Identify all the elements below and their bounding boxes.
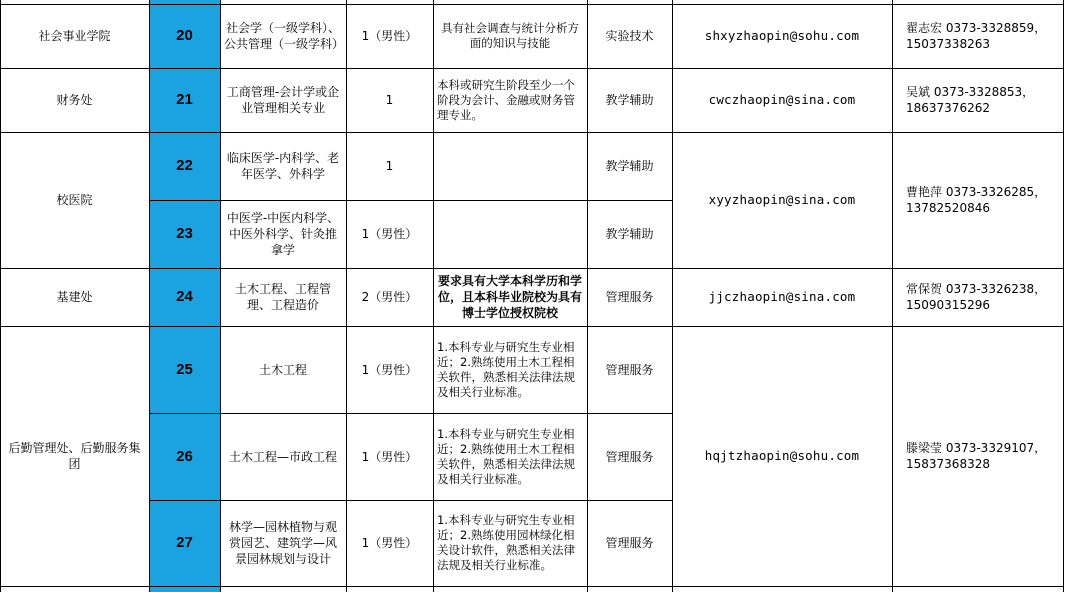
count-cell: 1: [385, 159, 394, 173]
row-number: 26: [149, 413, 220, 500]
email-cell: cwczhaopin@sina.com: [708, 92, 856, 107]
contact-cell: 曹艳萍 0373-3326285，13782520846: [906, 185, 1047, 215]
row-number: 23: [149, 200, 220, 268]
type-cell: 管理服务: [605, 449, 654, 464]
contact-cell: 常保贺 0373-3326238，15090315296: [906, 282, 1047, 312]
count-cell: 1: [385, 93, 394, 107]
count-cell: 1（男性）: [361, 449, 418, 464]
dept-cell: 财务处: [56, 93, 93, 107]
row-number: 25: [149, 326, 220, 413]
email-cell: hqjtzhaopin@sohu.com: [704, 448, 860, 463]
contact-cell: 吴斌 0373-3328853，18637376262: [906, 85, 1035, 115]
requirement-cell: 1.本科专业与研究生专业相近；2.熟练使用土木工程相关软件，熟悉相关法律法规及相关行业标准。: [437, 339, 575, 399]
count-cell: 1（男性）: [361, 362, 418, 377]
major-cell: 社会学（一级学科）、公共管理（一级学科）: [224, 21, 345, 51]
dept-cell: 后勤管理处、后勤服务集团: [8, 441, 141, 471]
count-cell: 1（男性）: [361, 227, 418, 241]
grid-line: [346, 0, 347, 592]
grid-line: [0, 4, 1064, 5]
dept-cell: 基建处: [56, 290, 93, 304]
grid-line: [149, 0, 150, 592]
grid-line: [892, 0, 893, 592]
major-cell: 林学—园林植物与观赏园艺、建筑学—风景园林规划与设计: [228, 520, 337, 566]
type-cell: 教学辅助: [605, 93, 654, 107]
grid-line: [672, 0, 673, 592]
requirement-cell: 1.本科专业与研究生专业相近；2.熟练使用园林绿化相关设计软件，熟悉相关法律法规及相关行业标准。: [437, 513, 575, 572]
grid-line: [433, 0, 434, 592]
requirement-cell: [433, 132, 587, 200]
grid-line: [149, 200, 672, 201]
email-cell: jjczhaopin@sina.com: [708, 289, 856, 304]
requirement-cell: 要求具有大学本科学历和学位，且本科毕业院校为具有博士学位授权院校: [437, 274, 582, 320]
grid-line: [0, 0, 1, 592]
type-cell: 管理服务: [605, 536, 654, 550]
contact-cell: 翟志宏 0373-3328859，15037338263: [906, 21, 1047, 51]
email-cell: xyyzhaopin@sina.com: [708, 192, 856, 207]
email-cell: shxyzhaopin@sohu.com: [704, 28, 860, 43]
contact-cell: 滕梁莹 0373-3329107，15837368328: [906, 441, 1047, 471]
dept-cell: 校医院: [56, 193, 93, 207]
major-cell: 土木工程: [258, 362, 307, 377]
requirement-cell: 具有社会调查与统计分析方面的知识与技能: [441, 21, 579, 50]
grid-line: [1063, 0, 1064, 592]
requirement-cell: 1.本科专业与研究生专业相近；2.熟练使用土木工程相关软件，熟悉相关法律法规及相关行业标准。: [437, 426, 575, 486]
major-cell: 临床医学-内科学、老年医学、外科学: [226, 151, 340, 181]
major-cell: 土木工程、工程管理、工程造价: [234, 282, 331, 312]
count-cell: 1（男性）: [361, 29, 418, 43]
grid-line: [0, 268, 1064, 269]
row-number: 20: [149, 4, 220, 68]
grid-line: [149, 500, 672, 501]
grid-line: [0, 132, 1064, 133]
major-cell: 中医学-中医内科学、中医外科学、针灸推拿学: [226, 211, 340, 257]
grid-line: [0, 586, 1064, 587]
row-number: 24: [149, 268, 220, 326]
grid-line: [0, 68, 1064, 69]
row-number: 22: [149, 132, 220, 200]
count-cell: 1（男性）: [361, 536, 418, 550]
row-number: 27: [149, 500, 220, 586]
grid-line: [587, 0, 588, 592]
type-cell: 管理服务: [605, 362, 654, 377]
grid-line: [0, 326, 1064, 327]
requirement-cell: 本科或研究生阶段至少一个阶段为会计、金融或财务管理专业。: [437, 77, 575, 122]
type-cell: 教学辅助: [605, 227, 654, 241]
grid-line: [149, 413, 672, 414]
grid-line: [220, 0, 221, 592]
dept-cell: 社会事业学院: [38, 29, 111, 43]
type-cell: 教学辅助: [605, 159, 654, 173]
row-number: 21: [149, 68, 220, 132]
count-cell: 2（男性）: [361, 290, 418, 304]
major-cell: 土木工程—市政工程: [228, 449, 337, 464]
type-cell: 管理服务: [605, 290, 654, 304]
requirement-cell: [433, 200, 587, 268]
type-cell: 实验技术: [605, 29, 654, 43]
major-cell: 工商管理-会计学或企业管理相关专业: [226, 85, 340, 115]
